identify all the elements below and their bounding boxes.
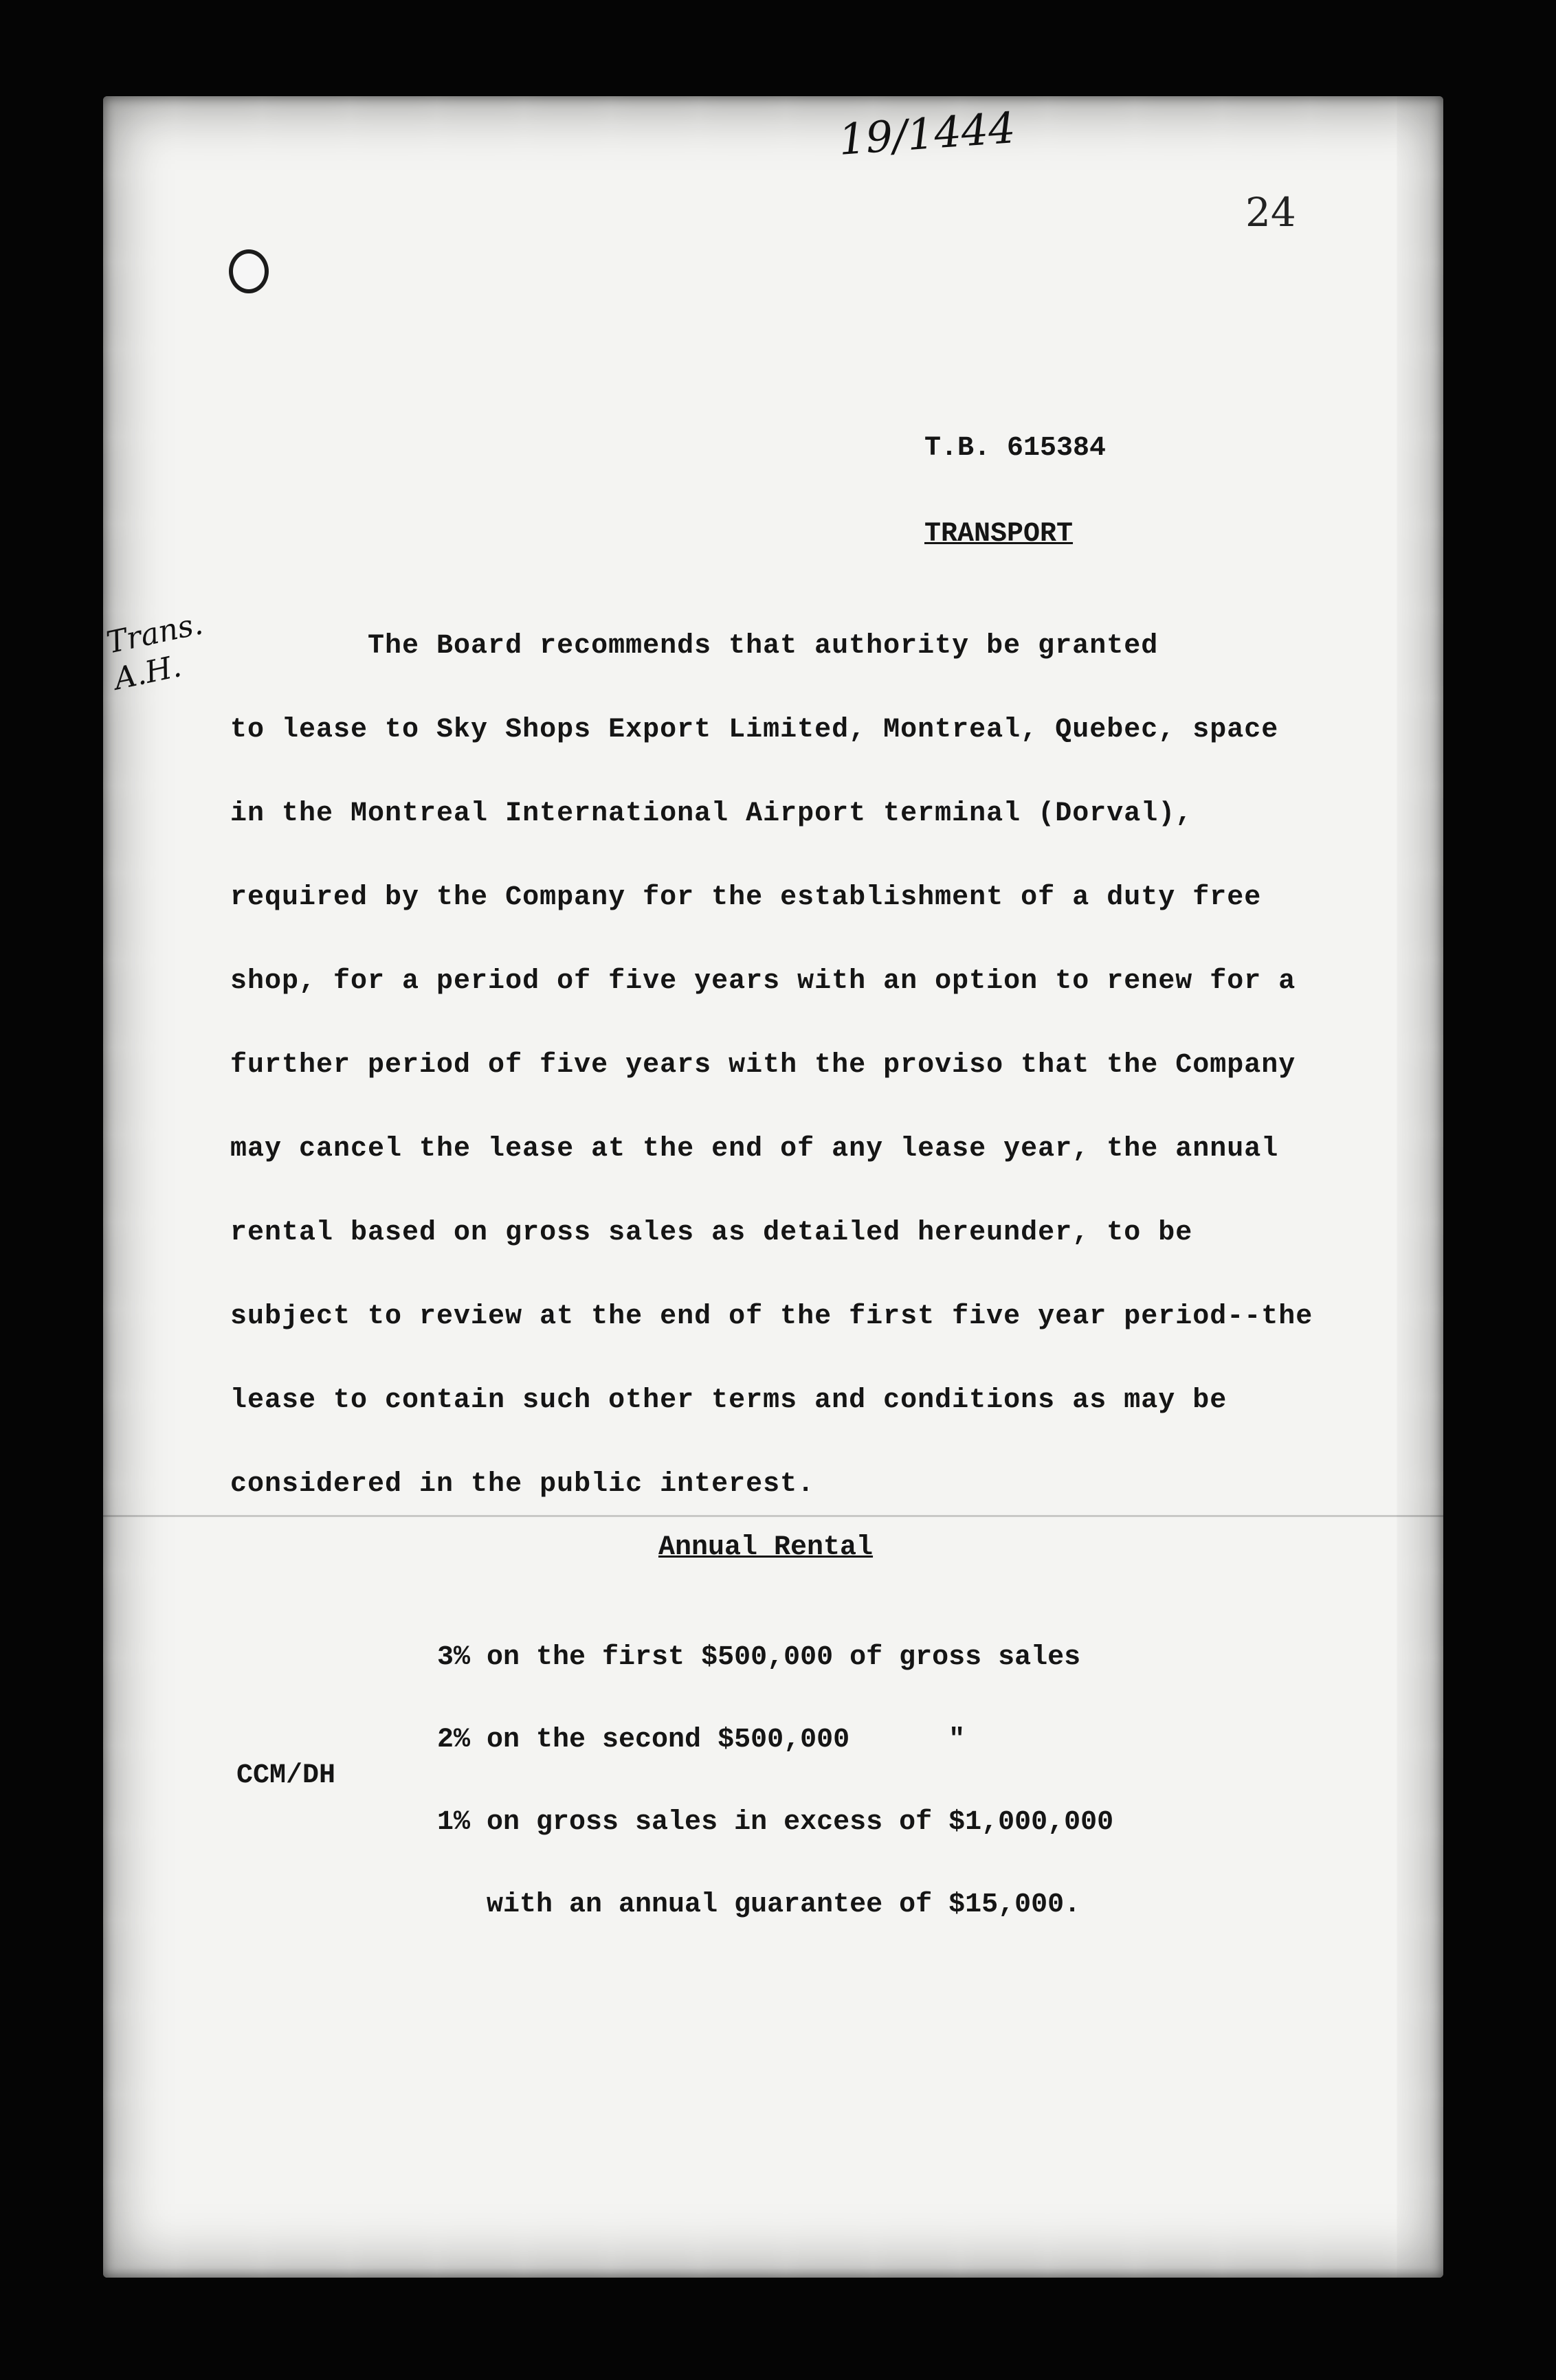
- punch-hole: [229, 249, 269, 293]
- handwritten-reference: 19/1444: [836, 102, 1017, 165]
- rental-line: with an annual guarantee of $15,000.: [437, 1889, 1081, 1920]
- paragraph-line: further period of five years with the proviso that the Company: [230, 1050, 1296, 1081]
- paragraph-line: The Board recommends that authority be granted: [230, 631, 1159, 662]
- page-number: 24: [1245, 189, 1296, 236]
- department-heading: TRANSPORT: [924, 519, 1074, 550]
- rental-line: 3% on the first $500,000 of gross sales: [437, 1642, 1081, 1673]
- rental-schedule: [437, 1589, 1113, 1946]
- paragraph-line: to lease to Sky Shops Export Limited, Montreal, Quebec, space: [230, 715, 1279, 745]
- paragraph-line: required by the Company for the establishment of a duty free: [230, 882, 1262, 913]
- paragraph-line: considered in the public interest.: [230, 1469, 815, 1500]
- rental-line: 1% on gross sales in excess of $1,000,000: [437, 1807, 1114, 1838]
- rental-line: 2% on the second $500,000 ": [437, 1725, 966, 1755]
- paragraph-line: may cancel the lease at the end of any lease year, the annual: [230, 1134, 1279, 1165]
- document-page: [103, 96, 1443, 2278]
- paragraph-line: subject to review at the end of the first five year period--the: [230, 1301, 1313, 1332]
- typist-initials: CCM/DH: [236, 1760, 336, 1791]
- page-fold-line: [103, 1515, 1443, 1517]
- annual-rental-heading: Annual Rental: [658, 1532, 874, 1563]
- paragraph-line: lease to contain such other terms and conditions as may be: [230, 1385, 1227, 1416]
- treasury-board-reference: T.B. 615384: [924, 433, 1107, 464]
- paragraph-line: in the Montreal International Airport terminal (Dorval),: [230, 798, 1193, 829]
- paragraph-line: shop, for a period of five years with an option to renew for a: [230, 966, 1296, 997]
- paragraph-line: rental based on gross sales as detailed hereunder, to be: [230, 1217, 1193, 1248]
- margin-annotation: Trans. A.H.: [103, 606, 206, 697]
